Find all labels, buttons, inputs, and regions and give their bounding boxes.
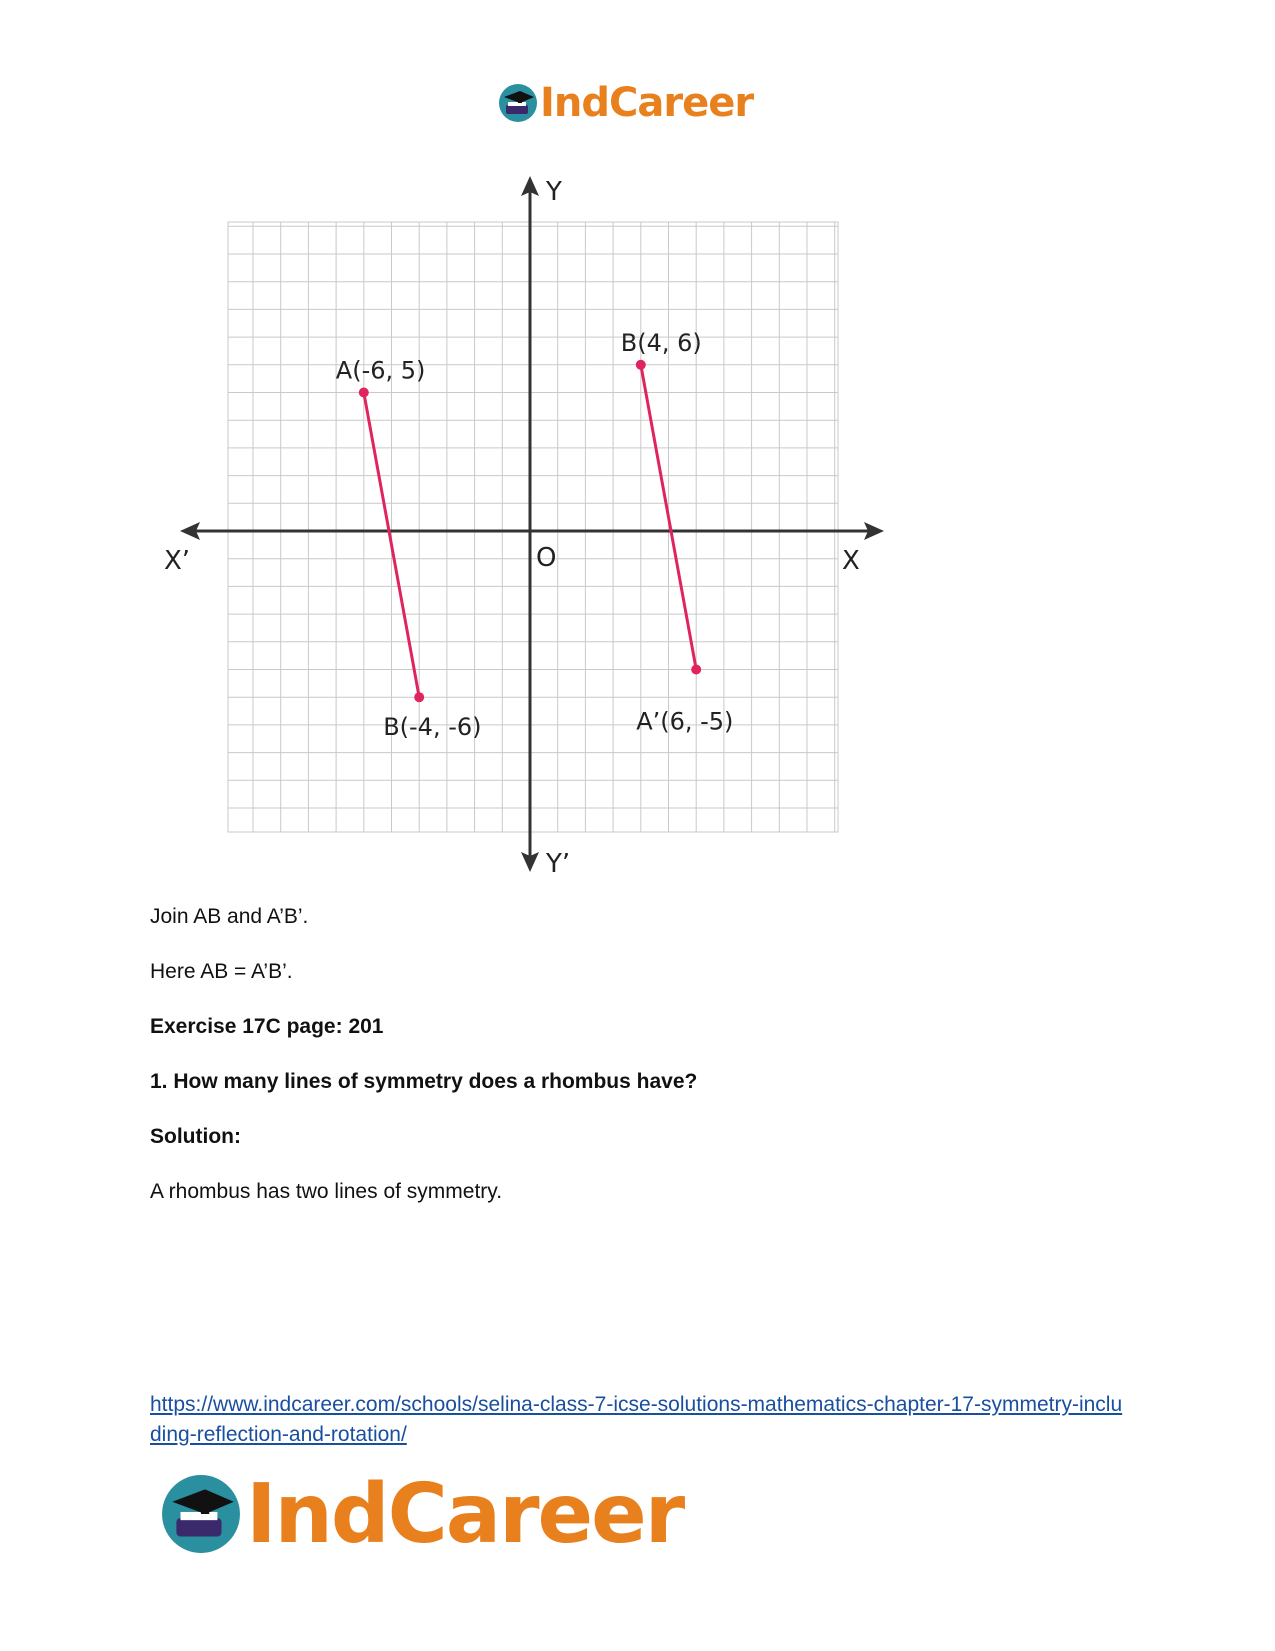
point-label-2: B(4, 6) <box>620 328 702 357</box>
coordinate-graph <box>150 170 910 880</box>
origin-label: O <box>536 543 557 573</box>
point-0 <box>359 388 369 398</box>
exercise-heading: Exercise 17C page: 201 <box>150 1015 384 1038</box>
grid <box>228 222 838 832</box>
solution-label: Solution: <box>150 1125 241 1148</box>
axis-label-y-prime: Y’ <box>546 849 571 879</box>
point-2 <box>636 360 646 370</box>
answer-text: A rhombus has two lines of symmetry. <box>150 1180 503 1203</box>
axis-label-x: X <box>842 546 860 576</box>
point-label-1: B(-4, -6) <box>383 713 482 742</box>
grid-border <box>228 222 838 832</box>
axis-label-x-prime: X’ <box>164 546 191 576</box>
equality-text: Here AB = A’B’. <box>150 960 293 983</box>
point-label-0: A(-6, 5) <box>335 356 426 385</box>
indcareer-logo-bottom <box>160 1468 683 1560</box>
logo-wordmark: IndCareer <box>540 80 754 126</box>
graduation-cap-icon <box>498 83 538 123</box>
logo-wordmark: IndCareer <box>246 1466 684 1562</box>
point-1 <box>414 692 424 702</box>
axes <box>180 176 884 872</box>
join-text: Join AB and A’B’. <box>150 905 309 928</box>
point-3 <box>691 665 701 675</box>
indcareer-logo-top <box>498 78 753 128</box>
labels <box>164 177 860 879</box>
graduation-cap-icon <box>160 1473 242 1555</box>
source-link[interactable]: https://www.indcareer.com/schools/selina-class-7-icse-solutions-mathematics-chapter-17-symmetry-including-reflection-and-rotation/ <box>150 1393 1123 1446</box>
point-label-3: A’(6, -5) <box>636 707 734 736</box>
question-text: 1. How many lines of symmetry does a rhombus have? <box>150 1070 698 1093</box>
axis-label-y: Y <box>546 177 562 207</box>
